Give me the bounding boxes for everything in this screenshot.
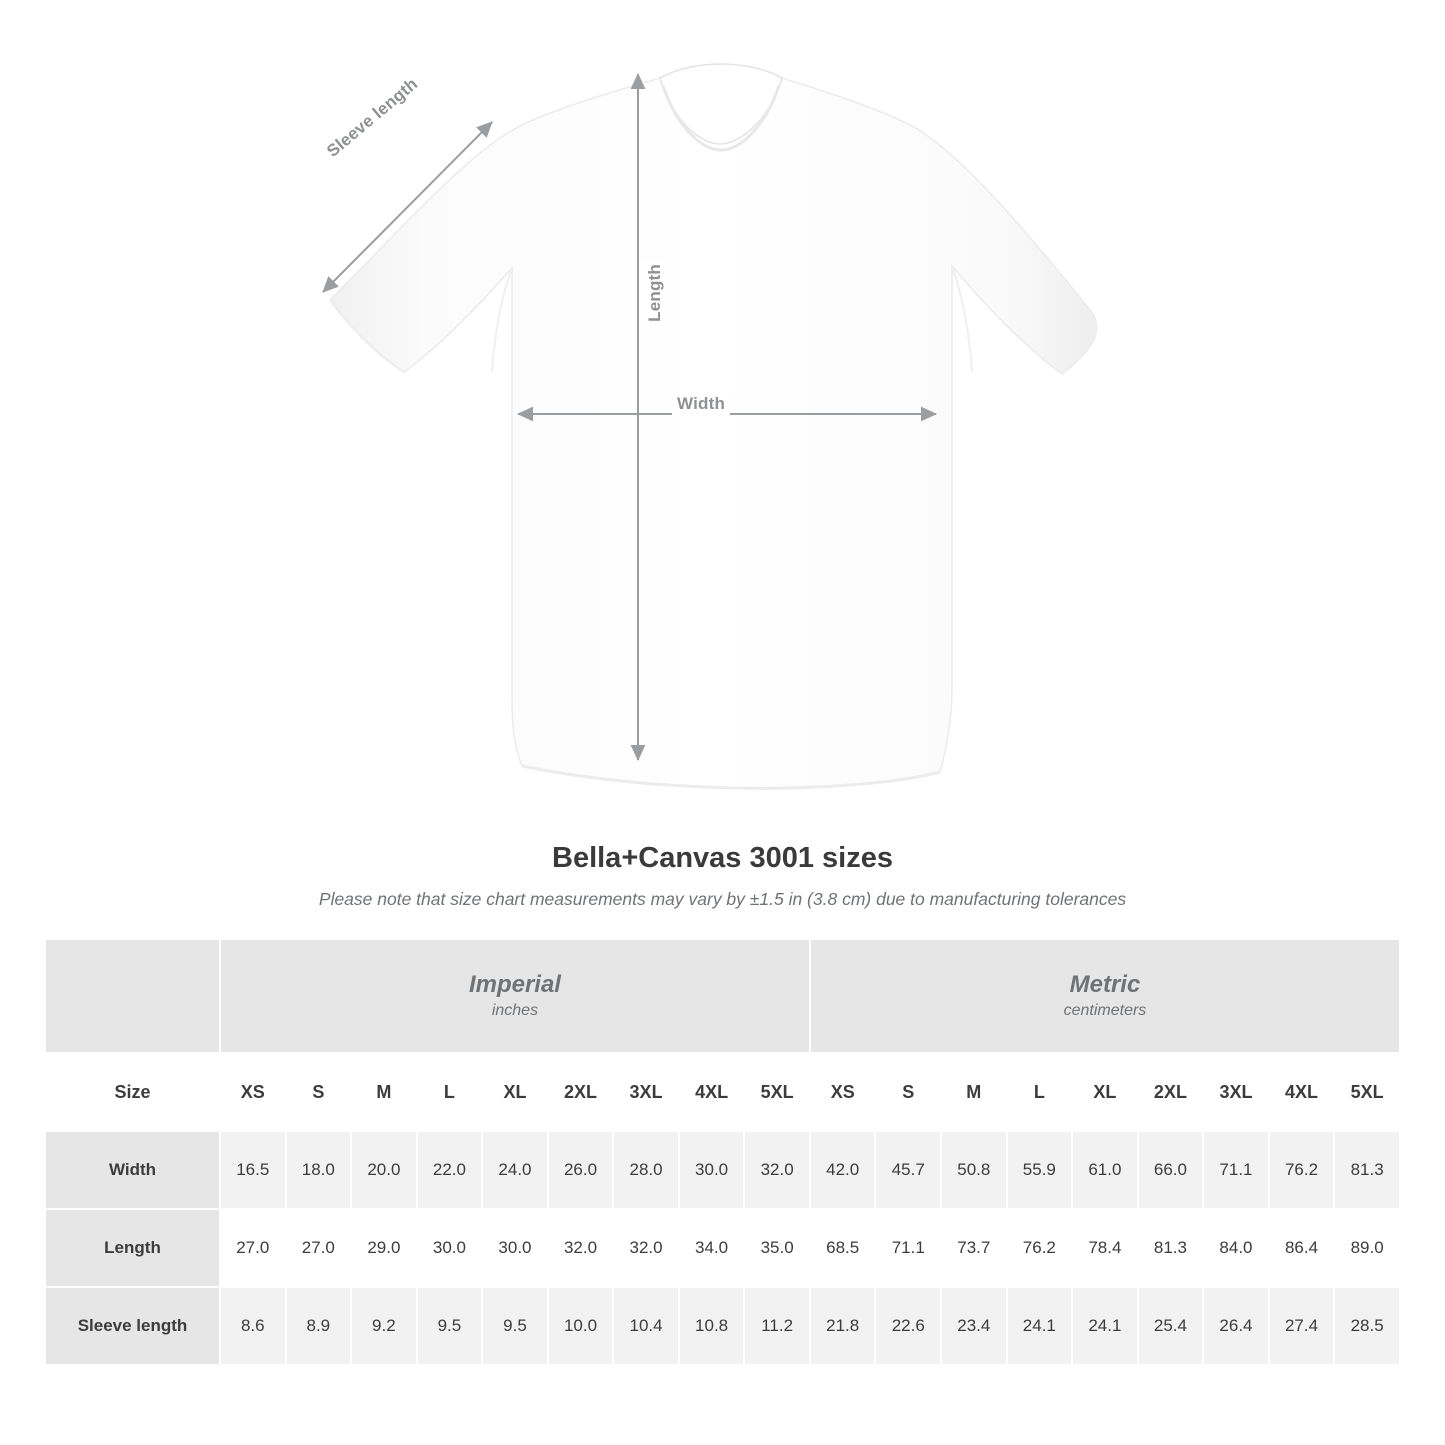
cell-length-imperial-3xl: 32.0	[613, 1209, 679, 1287]
size-header-label: Size	[45, 1053, 220, 1131]
col-header-metric-m: M	[941, 1053, 1007, 1131]
cell-length-imperial-2xl: 32.0	[548, 1209, 614, 1287]
system-unit-metric: centimeters	[1063, 1001, 1147, 1019]
cell-width-metric-5xl: 81.3	[1334, 1131, 1400, 1209]
cell-width-imperial-xs: 16.5	[220, 1131, 286, 1209]
col-header-metric-4xl: 4XL	[1269, 1053, 1335, 1131]
cell-sleeve-imperial-m: 9.2	[351, 1287, 417, 1365]
width-dimension-label: Width	[672, 392, 730, 416]
title-block	[0, 842, 1445, 910]
cell-width-imperial-2xl: 26.0	[548, 1131, 614, 1209]
system-name-metric: Metric	[1069, 970, 1141, 998]
col-header-imperial-xs: XS	[220, 1053, 286, 1131]
cell-width-metric-s: 45.7	[875, 1131, 941, 1209]
cell-sleeve-imperial-xl: 9.5	[482, 1287, 548, 1365]
col-header-metric-l: L	[1007, 1053, 1073, 1131]
page-title: Bella+Canvas 3001 sizes	[552, 842, 893, 874]
cell-sleeve-metric-m: 23.4	[941, 1287, 1007, 1365]
cell-length-metric-3xl: 84.0	[1203, 1209, 1269, 1287]
system-header-imperial	[220, 939, 810, 1053]
col-header-imperial-xl: XL	[482, 1053, 548, 1131]
cell-width-metric-m: 50.8	[941, 1131, 1007, 1209]
system-unit-imperial: inches	[491, 1001, 539, 1019]
cell-length-imperial-4xl: 34.0	[679, 1209, 745, 1287]
system-name-imperial: Imperial	[468, 970, 561, 998]
cell-sleeve-imperial-3xl: 10.4	[613, 1287, 679, 1365]
cell-width-imperial-3xl: 28.0	[613, 1131, 679, 1209]
col-header-imperial-m: M	[351, 1053, 417, 1131]
cell-length-imperial-xl: 30.0	[482, 1209, 548, 1287]
cell-width-imperial-m: 20.0	[351, 1131, 417, 1209]
size-table-wrapper	[44, 938, 1401, 1366]
col-header-imperial-l: L	[417, 1053, 483, 1131]
cell-sleeve-metric-xs: 21.8	[810, 1287, 876, 1365]
col-header-imperial-s: S	[286, 1053, 352, 1131]
tolerance-note: Please note that size chart measurements may vary by ±1.5 in (3.8 cm) due to manufacturing tolerances	[318, 889, 1127, 909]
col-header-metric-2xl: 2XL	[1138, 1053, 1204, 1131]
table-row-width	[45, 1131, 1400, 1209]
cell-length-metric-m: 73.7	[941, 1209, 1007, 1287]
cell-sleeve-imperial-2xl: 10.0	[548, 1287, 614, 1365]
cell-length-metric-4xl: 86.4	[1269, 1209, 1335, 1287]
table-row-sleeve-length	[45, 1287, 1400, 1365]
cell-sleeve-metric-xl: 24.1	[1072, 1287, 1138, 1365]
cell-sleeve-metric-4xl: 27.4	[1269, 1287, 1335, 1365]
cell-width-metric-xl: 61.0	[1072, 1131, 1138, 1209]
size-header-row	[45, 1053, 1400, 1131]
cell-length-metric-s: 71.1	[875, 1209, 941, 1287]
row-label-width: Width	[45, 1131, 220, 1209]
cell-length-metric-2xl: 81.3	[1138, 1209, 1204, 1287]
table-row-length	[45, 1209, 1400, 1287]
col-header-metric-3xl: 3XL	[1203, 1053, 1269, 1131]
table-corner-cell	[45, 939, 220, 1053]
cell-sleeve-imperial-4xl: 10.8	[679, 1287, 745, 1365]
row-label-length: Length	[45, 1209, 220, 1287]
cell-length-metric-5xl: 89.0	[1334, 1209, 1400, 1287]
system-header-row	[45, 939, 1400, 1053]
cell-sleeve-metric-2xl: 25.4	[1138, 1287, 1204, 1365]
cell-length-metric-l: 76.2	[1007, 1209, 1073, 1287]
cell-width-metric-xs: 42.0	[810, 1131, 876, 1209]
cell-sleeve-metric-l: 24.1	[1007, 1287, 1073, 1365]
col-header-imperial-4xl: 4XL	[679, 1053, 745, 1131]
cell-sleeve-metric-5xl: 28.5	[1334, 1287, 1400, 1365]
size-table	[44, 938, 1401, 1366]
col-header-metric-5xl: 5XL	[1334, 1053, 1400, 1131]
col-header-metric-s: S	[875, 1053, 941, 1131]
cell-length-imperial-m: 29.0	[351, 1209, 417, 1287]
cell-length-imperial-l: 30.0	[417, 1209, 483, 1287]
cell-width-imperial-4xl: 30.0	[679, 1131, 745, 1209]
col-header-imperial-3xl: 3XL	[613, 1053, 679, 1131]
cell-sleeve-metric-3xl: 26.4	[1203, 1287, 1269, 1365]
row-label-sleeve-length: Sleeve length	[45, 1287, 220, 1365]
col-header-imperial-5xl: 5XL	[744, 1053, 810, 1131]
sleeve-length-dimension-label: Sleeve length	[318, 69, 427, 166]
cell-length-imperial-s: 27.0	[286, 1209, 352, 1287]
cell-width-metric-l: 55.9	[1007, 1131, 1073, 1209]
length-dimension-label: Length	[640, 262, 670, 324]
cell-width-metric-3xl: 71.1	[1203, 1131, 1269, 1209]
col-header-metric-xs: XS	[810, 1053, 876, 1131]
cell-width-imperial-l: 22.0	[417, 1131, 483, 1209]
cell-width-imperial-5xl: 32.0	[744, 1131, 810, 1209]
cell-width-imperial-xl: 24.0	[482, 1131, 548, 1209]
cell-sleeve-imperial-5xl: 11.2	[744, 1287, 810, 1365]
system-header-metric	[810, 939, 1400, 1053]
cell-length-metric-xl: 78.4	[1072, 1209, 1138, 1287]
cell-sleeve-imperial-l: 9.5	[417, 1287, 483, 1365]
cell-sleeve-imperial-xs: 8.6	[220, 1287, 286, 1365]
cell-sleeve-metric-s: 22.6	[875, 1287, 941, 1365]
cell-sleeve-imperial-s: 8.9	[286, 1287, 352, 1365]
cell-length-imperial-xs: 27.0	[220, 1209, 286, 1287]
cell-length-metric-xs: 68.5	[810, 1209, 876, 1287]
col-header-imperial-2xl: 2XL	[548, 1053, 614, 1131]
col-header-metric-xl: XL	[1072, 1053, 1138, 1131]
cell-width-metric-2xl: 66.0	[1138, 1131, 1204, 1209]
cell-width-metric-4xl: 76.2	[1269, 1131, 1335, 1209]
cell-width-imperial-s: 18.0	[286, 1131, 352, 1209]
cell-length-imperial-5xl: 35.0	[744, 1209, 810, 1287]
